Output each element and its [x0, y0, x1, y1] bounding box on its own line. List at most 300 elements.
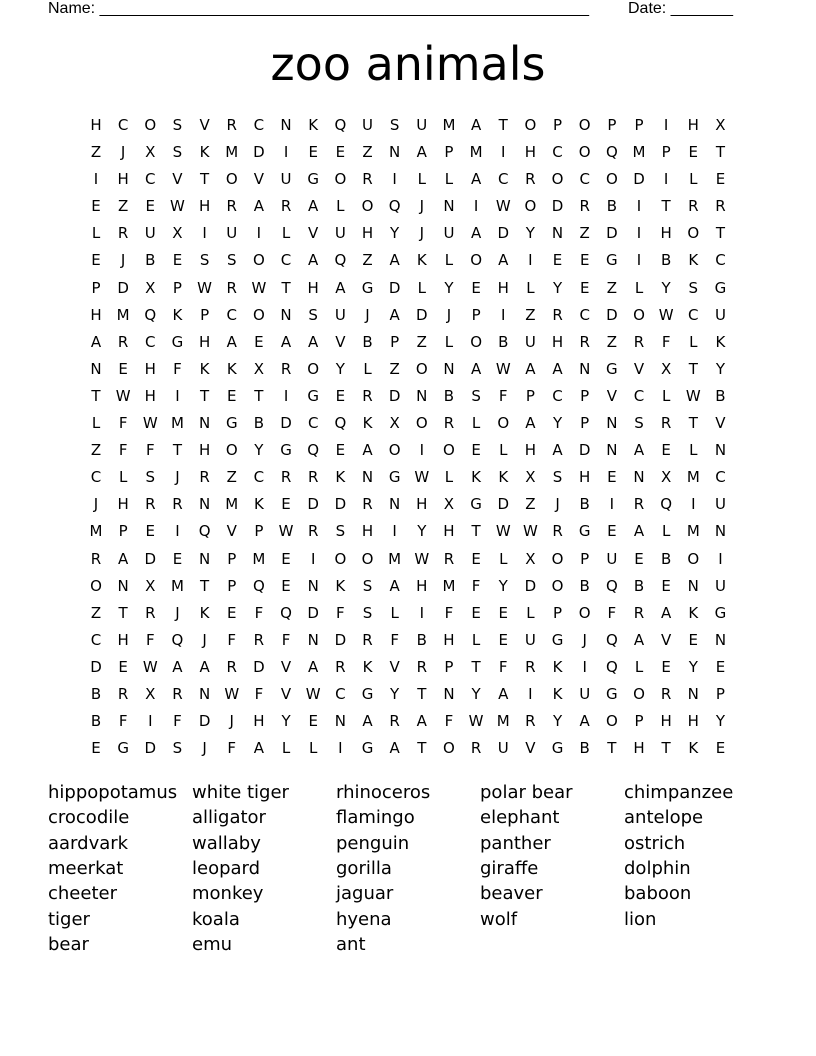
grid-letter: P	[118, 522, 128, 541]
grid-letter: N	[579, 359, 591, 378]
grid-letter: Z	[579, 224, 590, 243]
grid-letter: A	[498, 684, 509, 703]
grid-letter: N	[307, 576, 319, 595]
grid-letter: A	[416, 143, 427, 162]
grid-letter: J	[120, 143, 126, 162]
grid-letter: R	[226, 657, 237, 676]
grid-letter: O	[361, 197, 374, 216]
grid-letter: R	[307, 468, 319, 487]
grid-letter: V	[226, 522, 237, 541]
word-list-item: beaver	[480, 883, 543, 905]
grid-letter: P	[172, 278, 182, 297]
grid-letter: D	[253, 657, 265, 676]
grid-letter: G	[361, 684, 374, 703]
grid-letter: E	[281, 576, 291, 595]
grid-letter: K	[715, 332, 726, 351]
word-list-item: wolf	[480, 908, 518, 930]
grid-letter: R	[660, 414, 672, 433]
grid-letter: D	[117, 278, 129, 297]
header-line	[48, 0, 748, 20]
grid-letter: F	[118, 441, 128, 460]
grid-letter: I	[501, 143, 506, 162]
grid-letter: P	[200, 305, 210, 324]
grid-letter: A	[633, 522, 645, 541]
grid-letter: M	[225, 495, 239, 514]
grid-letter: F	[118, 414, 128, 433]
grid-letter: T	[200, 576, 210, 595]
grid-letter: K	[362, 657, 373, 676]
grid-letter: B	[362, 332, 373, 351]
grid-letter: B	[498, 332, 509, 351]
grid-letter: O	[470, 332, 482, 351]
grid-letter: G	[606, 684, 618, 703]
grid-letter: J	[229, 712, 234, 731]
grid-letter: S	[552, 468, 563, 487]
grid-letter: X	[661, 468, 672, 487]
grid-letter: M	[496, 712, 510, 731]
grid-letter: S	[634, 414, 644, 433]
grid-letter: L	[634, 657, 644, 676]
grid-letter: I	[636, 197, 642, 216]
grid-letter: G	[714, 278, 727, 297]
grid-letter: C	[253, 116, 265, 134]
grid-letter: P	[254, 522, 264, 541]
grid-letter: C	[90, 468, 102, 487]
grid-letter: H	[660, 712, 672, 731]
word-list-item: aardvark	[48, 832, 129, 854]
grid-letter: H	[361, 522, 374, 541]
grid-letter: Z	[90, 603, 102, 622]
grid-letter: T	[498, 116, 508, 134]
grid-letter: E	[471, 278, 481, 297]
grid-letter: C	[552, 143, 563, 162]
grid-letter: J	[202, 739, 207, 758]
grid-letter: R	[552, 522, 563, 541]
grid-letter: P	[444, 657, 454, 676]
grid-letter: U	[524, 630, 536, 649]
grid-letter: E	[634, 549, 644, 568]
grid-letter: L	[444, 251, 454, 270]
grid-letter: Y	[552, 414, 563, 433]
grid-letter: O	[687, 224, 700, 243]
grid-letter: O	[252, 305, 265, 324]
grid-letter: N	[307, 630, 319, 649]
grid-letter: A	[308, 332, 319, 351]
word-list-item: wallaby	[192, 832, 261, 854]
grid-letter: N	[198, 495, 211, 514]
grid-letter: Q	[198, 522, 211, 541]
grid-letter: W	[414, 549, 430, 568]
grid-letter: Y	[390, 684, 400, 703]
grid-letter: F	[227, 739, 237, 758]
grid-letter: R	[660, 684, 672, 703]
grid-letter: O	[334, 170, 347, 189]
grid-letter: N	[334, 712, 346, 731]
grid-letter: O	[578, 116, 591, 134]
grid-letter: P	[580, 549, 590, 568]
grid-letter: A	[470, 116, 482, 134]
grid-letter: O	[470, 251, 482, 270]
word-list-item: white tiger	[192, 782, 289, 803]
grid-letter: Q	[171, 630, 184, 649]
grid-letter: O	[497, 414, 510, 433]
grid-letter: M	[442, 116, 456, 134]
grid-letter: J	[175, 468, 180, 487]
grid-letter: Y	[715, 359, 726, 378]
grid-letter: K	[253, 495, 264, 514]
grid-letter: O	[524, 116, 537, 134]
grid-letter: A	[389, 251, 400, 270]
grid-letter: T	[715, 143, 726, 162]
grid-letter: F	[471, 576, 481, 595]
grid-letter: H	[687, 116, 699, 134]
grid-letter: D	[198, 712, 211, 731]
grid-letter: N	[416, 386, 428, 405]
grid-letter: Q	[605, 143, 618, 162]
grid-letter: P	[553, 603, 563, 622]
grid-letter: H	[253, 712, 265, 731]
grid-letter: Y	[498, 576, 508, 595]
grid-letter: W	[495, 197, 511, 216]
grid-letter: Y	[661, 278, 671, 297]
grid-letter: H	[416, 576, 428, 595]
word-list-item: hyena	[336, 908, 392, 930]
grid-letter: T	[417, 684, 427, 703]
grid-letter: P	[607, 116, 617, 134]
grid-letter: Q	[334, 116, 347, 134]
grid-letter: O	[443, 739, 455, 758]
grid-letter: E	[145, 197, 156, 216]
grid-letter: S	[172, 739, 183, 758]
grid-letter: H	[307, 278, 319, 297]
grid-letter: X	[172, 224, 183, 243]
grid-letter: E	[281, 495, 291, 514]
grid-letter: R	[226, 197, 237, 216]
grid-letter: P	[91, 278, 101, 297]
grid-letter: R	[117, 684, 129, 703]
grid-letter: K	[308, 116, 319, 134]
grid-letter: B	[579, 739, 590, 758]
grid-letter: A	[470, 359, 482, 378]
grid-letter: T	[417, 739, 427, 758]
grid-letter: M	[170, 576, 184, 595]
grid-letter: Z	[606, 332, 617, 351]
grid-letter: R	[226, 116, 237, 134]
grid-letter: O	[307, 359, 320, 378]
grid-letter: H	[90, 305, 102, 324]
grid-letter: D	[307, 603, 319, 622]
grid-letter: E	[498, 603, 508, 622]
grid-letter: X	[443, 495, 455, 514]
word-list-item: hippopotamus	[48, 782, 178, 803]
grid-letter: E	[335, 143, 346, 162]
grid-letter: H	[117, 495, 129, 514]
grid-letter: M	[89, 522, 103, 541]
grid-letter: I	[175, 386, 180, 405]
grid-letter: D	[334, 630, 347, 649]
word-list-item: baboon	[624, 883, 692, 905]
grid-letter: I	[93, 170, 99, 189]
grid-letter: A	[416, 712, 427, 731]
word-list-item: antelope	[624, 807, 704, 829]
grid-letter: W	[495, 522, 511, 541]
word-list-item: lion	[624, 908, 657, 930]
grid-letter: D	[606, 305, 618, 324]
grid-letter: G	[171, 332, 184, 351]
grid-letter: Q	[388, 197, 401, 216]
grid-letter: B	[253, 414, 265, 433]
grid-letter: O	[415, 414, 428, 433]
grid-letter: I	[609, 495, 615, 514]
grid-letter: Y	[417, 522, 427, 541]
grid-letter: A	[335, 278, 346, 297]
grid-letter: P	[525, 386, 535, 405]
grid-letter: E	[498, 630, 508, 649]
grid-letter: N	[389, 143, 401, 162]
grid-letter: R	[172, 684, 183, 703]
grid-letter: I	[202, 224, 207, 243]
grid-letter: F	[254, 603, 264, 622]
grid-letter: O	[90, 576, 102, 595]
grid-letter: T	[661, 197, 671, 216]
grid-letter: L	[471, 630, 481, 649]
grid-letter: R	[552, 305, 563, 324]
grid-letter: E	[715, 739, 726, 758]
grid-letter: E	[471, 441, 481, 460]
grid-letter: R	[633, 332, 645, 351]
grid-letter: R	[470, 739, 482, 758]
grid-letter: L	[309, 739, 318, 758]
grid-letter: Y	[552, 712, 563, 731]
grid-letter: Q	[605, 576, 618, 595]
grid-letter: S	[362, 576, 373, 595]
grid-letter: R	[145, 603, 156, 622]
grid-letter: R	[253, 630, 265, 649]
grid-letter: N	[606, 414, 618, 433]
grid-letter: A	[633, 441, 645, 460]
grid-letter: B	[90, 684, 102, 703]
grid-letter: Z	[118, 197, 129, 216]
grid-letter: Y	[335, 359, 345, 378]
grid-letter: A	[498, 251, 509, 270]
grid-letter: F	[254, 684, 264, 703]
grid-letter: T	[471, 657, 481, 676]
grid-letter: U	[606, 549, 618, 568]
grid-letter: K	[552, 657, 563, 676]
grid-letter: A	[118, 549, 129, 568]
grid-letter: E	[254, 332, 264, 351]
grid-letter: Z	[362, 143, 373, 162]
grid-letter: N	[198, 684, 211, 703]
grid-letter: G	[578, 522, 591, 541]
grid-letter: Q	[605, 630, 618, 649]
grid-letter: P	[715, 684, 725, 703]
grid-letter: A	[633, 630, 645, 649]
word-list-item: flamingo	[336, 807, 415, 829]
grid-letter: D	[633, 170, 645, 189]
grid-letter: D	[497, 224, 510, 243]
grid-letter: C	[552, 386, 563, 405]
grid-letter: I	[691, 495, 696, 514]
grid-letter: I	[310, 549, 316, 568]
grid-letter: D	[334, 495, 347, 514]
grid-letter: B	[633, 576, 645, 595]
grid-letter: N	[198, 414, 211, 433]
grid-letter: E	[607, 468, 617, 487]
grid-letter: I	[528, 684, 533, 703]
grid-letter: A	[226, 332, 237, 351]
grid-letter: U	[144, 224, 156, 243]
grid-letter: M	[116, 305, 130, 324]
grid-letter: J	[120, 251, 126, 270]
grid-letter: D	[606, 224, 618, 243]
grid-letter: Y	[552, 278, 563, 297]
grid-letter: R	[443, 414, 455, 433]
grid-letter: R	[362, 170, 373, 189]
grid-letter: A	[389, 576, 400, 595]
grid-letter: D	[524, 576, 537, 595]
grid-letter: C	[117, 116, 129, 134]
grid-letter: D	[90, 657, 102, 676]
grid-letter: Z	[525, 305, 536, 324]
grid-letter: T	[715, 224, 726, 243]
grid-letter: E	[661, 657, 671, 676]
grid-letter: R	[633, 603, 645, 622]
grid-letter: O	[144, 116, 157, 134]
grid-letter: J	[582, 630, 587, 649]
grid-letter: M	[469, 143, 483, 162]
grid-letter: O	[578, 603, 591, 622]
grid-letter: E	[91, 251, 101, 270]
grid-letter: W	[197, 278, 213, 297]
grid-letter: A	[470, 170, 482, 189]
grid-letter: A	[552, 359, 563, 378]
grid-letter: U	[334, 224, 346, 243]
grid-letter: N	[198, 549, 211, 568]
grid-letter: W	[522, 522, 538, 541]
grid-letter: H	[144, 359, 156, 378]
grid-letter: O	[415, 359, 428, 378]
grid-letter: T	[118, 603, 128, 622]
grid-letter: N	[687, 684, 699, 703]
word-list-item: elephant	[480, 807, 560, 829]
grid-letter: M	[170, 414, 184, 433]
word-list-item: giraffe	[480, 857, 539, 879]
word-list-item: emu	[192, 933, 233, 955]
grid-letter: B	[579, 576, 590, 595]
word-list-item: tiger	[48, 908, 90, 930]
grid-letter: M	[686, 522, 700, 541]
grid-letter: Q	[280, 603, 292, 622]
grid-letter: F	[227, 630, 237, 649]
grid-letter: E	[91, 197, 101, 216]
grid-letter: H	[90, 116, 102, 134]
grid-letter: E	[552, 251, 563, 270]
grid-letter: K	[416, 251, 427, 270]
grid-letter: E	[579, 251, 590, 270]
grid-letter: R	[525, 657, 536, 676]
grid-letter: D	[280, 414, 292, 433]
grid-letter: F	[444, 712, 454, 731]
grid-letter: Q	[660, 495, 673, 514]
grid-letter: A	[389, 739, 400, 758]
grid-letter: M	[632, 143, 646, 162]
grid-letter: V	[280, 684, 292, 703]
grid-letter: H	[117, 170, 129, 189]
grid-letter: H	[524, 441, 537, 460]
grid-letter: F	[173, 712, 182, 731]
grid-letter: J	[446, 305, 452, 324]
grid-letter: L	[444, 332, 454, 351]
grid-letter: Q	[605, 657, 618, 676]
grid-letter: E	[308, 712, 318, 731]
grid-letter: U	[443, 224, 455, 243]
grid-letter: N	[443, 359, 455, 378]
grid-letter: W	[305, 684, 321, 703]
grid-letter: X	[253, 359, 265, 378]
grid-letter: Q	[334, 414, 347, 433]
grid-letter: F	[661, 332, 671, 351]
grid-letter: T	[281, 278, 291, 297]
grid-letter: P	[661, 143, 671, 162]
grid-letter: Y	[281, 712, 291, 731]
grid-letter: T	[688, 414, 698, 433]
grid-letter: R	[280, 359, 292, 378]
grid-letter: F	[498, 657, 508, 676]
grid-letter: I	[636, 224, 642, 243]
grid-letter: R	[389, 712, 400, 731]
grid-letter: C	[280, 251, 292, 270]
grid-letter: K	[688, 251, 699, 270]
grid-letter: G	[551, 630, 564, 649]
grid-letter: V	[525, 739, 536, 758]
grid-letter: B	[145, 251, 156, 270]
grid-letter: E	[471, 549, 481, 568]
grid-letter: R	[280, 468, 292, 487]
word-list-item: meerkat	[48, 857, 124, 879]
word-list-item: ostrich	[624, 832, 686, 854]
grid-letter: L	[281, 224, 291, 243]
word-list-item: panther	[480, 832, 551, 854]
grid-letter: R	[117, 332, 129, 351]
grid-letter: A	[525, 359, 536, 378]
grid-letter: Q	[252, 576, 265, 595]
grid-letter: D	[551, 197, 564, 216]
grid-letter: Q	[307, 441, 320, 460]
grid-letter: P	[444, 143, 454, 162]
grid-letter: Y	[444, 278, 454, 297]
grid-letter: R	[145, 495, 156, 514]
grid-letter: F	[145, 441, 155, 460]
word-list-item: chimpanzee	[624, 782, 734, 803]
grid-letter: C	[579, 170, 590, 189]
grid-letter: E	[579, 278, 590, 297]
word-list-item: bear	[48, 933, 89, 955]
grid-letter: L	[661, 386, 671, 405]
word-list-item: jaguar	[336, 883, 394, 905]
word-list-item: penguin	[336, 832, 410, 854]
grid-letter: H	[497, 278, 509, 297]
grid-letter: G	[117, 739, 129, 758]
grid-letter: O	[551, 549, 564, 568]
grid-letter: R	[362, 386, 373, 405]
grid-letter: E	[145, 522, 156, 541]
grid-letter: C	[633, 386, 645, 405]
name-field-label: Name: _______________________________________________________	[48, 0, 589, 17]
grid-letter: U	[714, 576, 726, 595]
word-list-item: rhinoceros	[336, 782, 431, 803]
grid-letter: E	[227, 603, 237, 622]
